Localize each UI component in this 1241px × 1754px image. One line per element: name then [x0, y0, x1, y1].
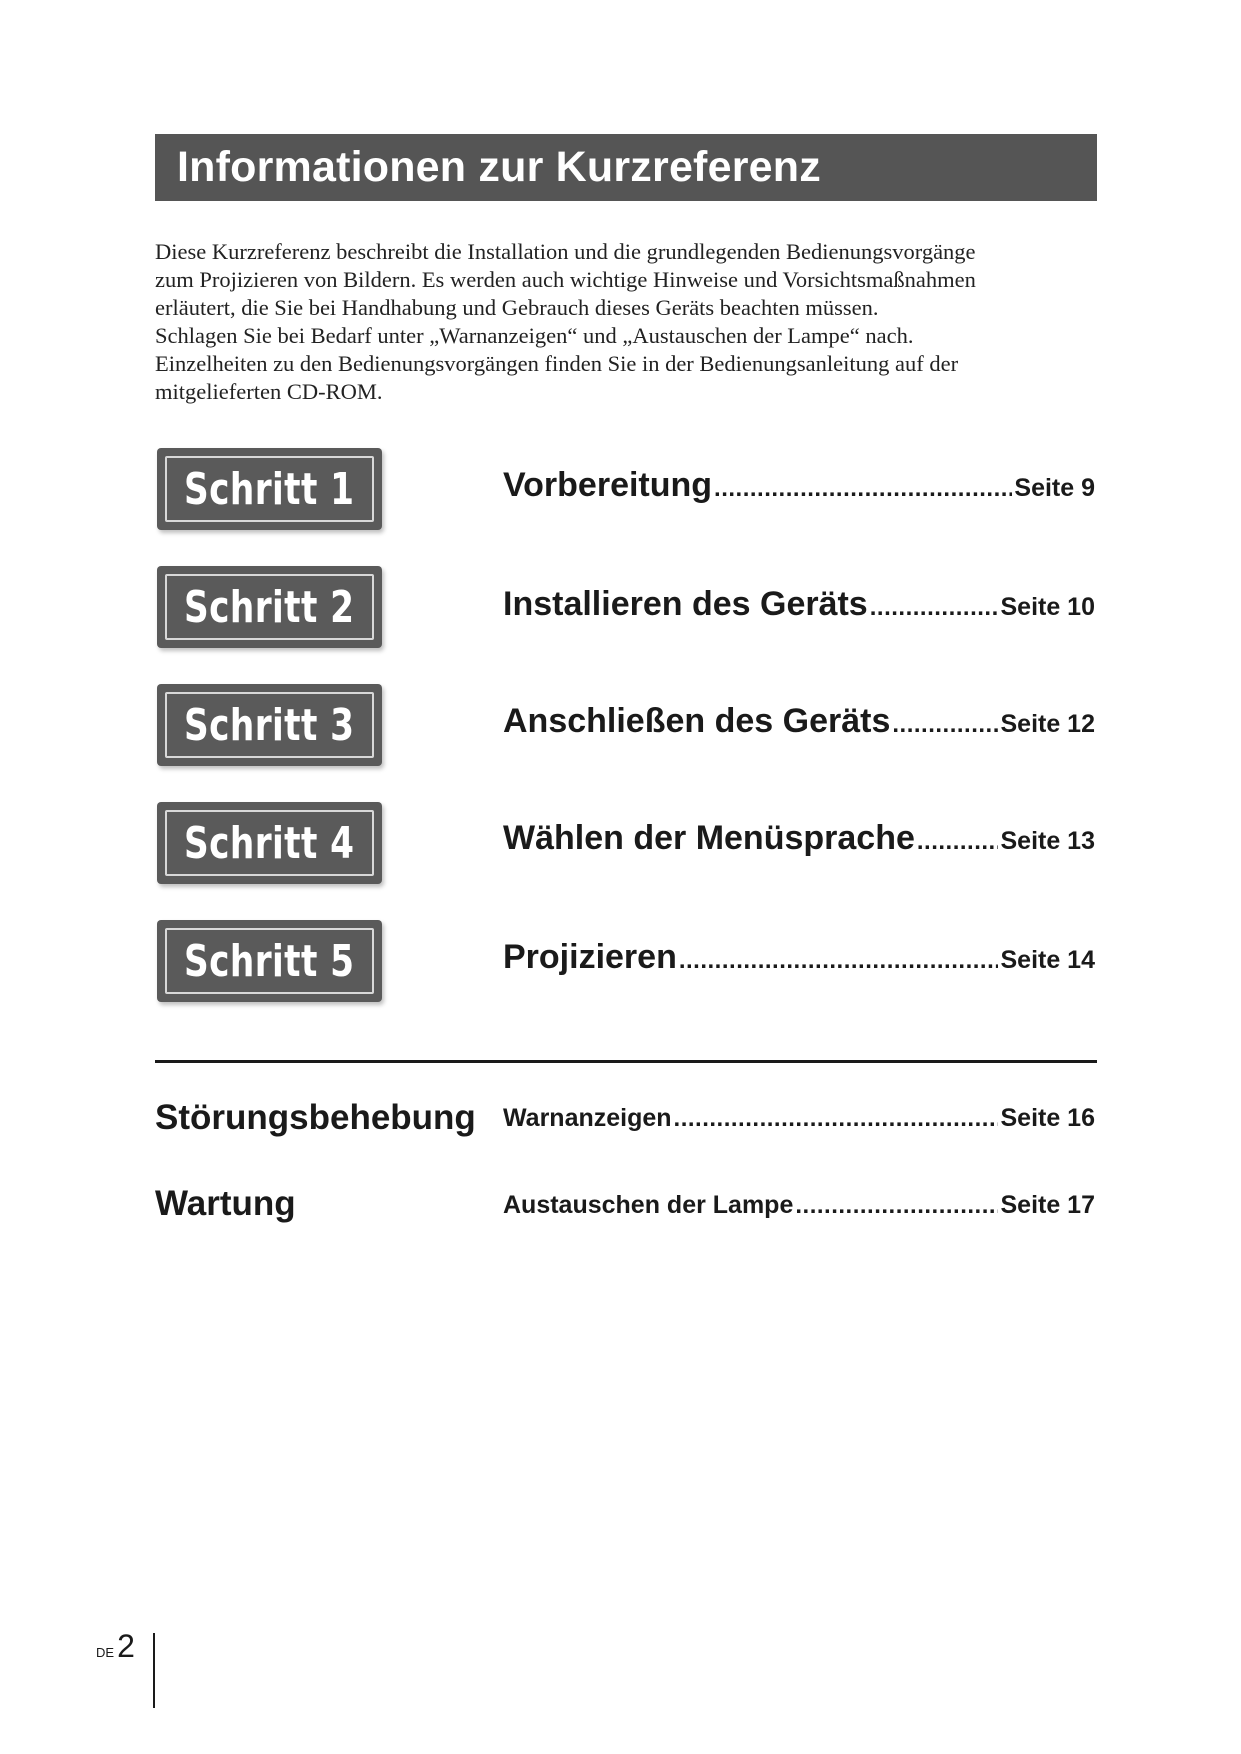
toc-entry-step-1[interactable] [503, 466, 1095, 510]
intro-line: erläutert, die Sie bei Handhabung und Gebrauch dieses Geräts beachten müssen. [155, 295, 879, 320]
section-divider [155, 1060, 1097, 1063]
toc-leader-dots [892, 711, 998, 739]
toc-entry-lamp[interactable] [503, 1191, 1095, 1227]
step-4-badge-label: Schritt 4 [184, 817, 355, 869]
toc-leader-dots [795, 1192, 998, 1220]
step-4-badge [157, 802, 382, 884]
step-2-badge-label: Schritt 2 [184, 581, 355, 633]
intro-line: Diese Kurzreferenz beschreibt die Installation und die grundlegenden Bedienungsvorgänge [155, 239, 976, 264]
toc-entry-title: Vorbereitung [503, 466, 713, 504]
toc-leader-dots [917, 828, 999, 856]
step-1-badge-label: Schritt 1 [184, 463, 355, 515]
heading-troubleshooting: Störungsbehebung [155, 1098, 476, 1137]
toc-leader-dots [870, 594, 999, 622]
step-2-badge [157, 566, 382, 648]
intro-line: mitgelieferten CD-ROM. [155, 379, 383, 404]
toc-entry-step-2[interactable] [503, 585, 1095, 629]
toc-entry-title: Installieren des Geräts [503, 585, 868, 623]
toc-entry-page: Seite 10 [1000, 593, 1095, 621]
toc-entry-title: Projizieren [503, 938, 677, 976]
page-title: Informationen zur Kurzreferenz [177, 143, 821, 191]
page-number [96, 1628, 135, 1665]
toc-entry-page: Seite 13 [1000, 827, 1095, 855]
toc-leader-dots [674, 1105, 999, 1133]
heading-maintenance: Wartung [155, 1184, 296, 1223]
step-5-badge [157, 920, 382, 1002]
intro-line: Schlagen Sie bei Bedarf unter „Warnanzeigen“ und „Austauschen der Lampe“ nach. [155, 323, 914, 348]
toc-entry-step-4[interactable] [503, 819, 1095, 863]
toc-entry-title: Anschließen des Geräts [503, 702, 891, 740]
toc-leader-dots [679, 947, 999, 975]
step-3-badge [157, 684, 382, 766]
intro-line: zum Projizieren von Bildern. Es werden auch wichtige Hinweise und Vorsichtsmaßnahmen [155, 267, 976, 292]
toc-entry-page: Seite 14 [1000, 946, 1095, 974]
toc-leader-dots [714, 475, 1012, 503]
step-1-badge [157, 448, 382, 530]
toc-entry-page: Seite 16 [1000, 1104, 1095, 1132]
toc-entry-title: Wählen der Menüsprache [503, 819, 915, 857]
toc-entry-page: Seite 17 [1000, 1191, 1095, 1219]
toc-entry-title: Warnanzeigen [503, 1104, 672, 1132]
toc-entry-step-5[interactable] [503, 938, 1095, 982]
toc-entry-title: Austauschen der Lampe [503, 1191, 794, 1219]
page-number-rule [153, 1633, 155, 1708]
toc-entry-page: Seite 9 [1014, 474, 1095, 502]
step-3-badge-label: Schritt 3 [184, 699, 355, 751]
toc-entry-warnings[interactable] [503, 1104, 1095, 1140]
intro-line: Einzelheiten zu den Bedienungsvorgängen finden Sie in der Bedienungsanleitung auf der [155, 351, 959, 376]
toc-entry-page: Seite 12 [1000, 710, 1095, 738]
page-number-value: 2 [117, 1628, 135, 1664]
page-language-code: DE [96, 1645, 115, 1660]
step-5-badge-label: Schritt 5 [184, 935, 355, 987]
intro-paragraph [155, 238, 1100, 406]
toc-entry-step-3[interactable] [503, 702, 1095, 746]
page-title-bar [155, 134, 1097, 201]
